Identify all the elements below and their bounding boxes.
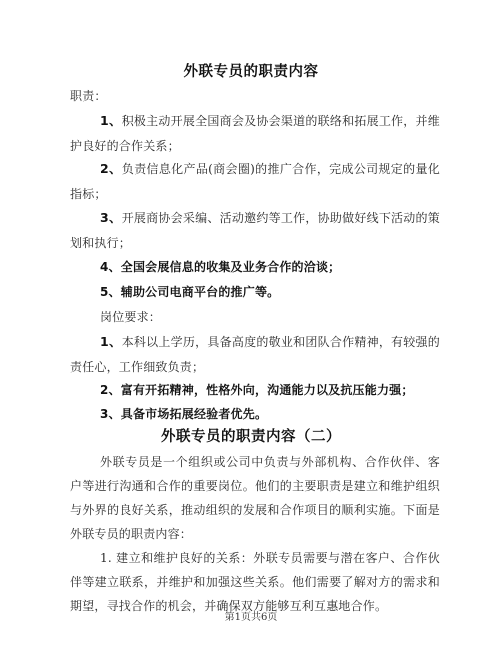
requirement-item-1 <box>70 329 440 380</box>
item-paragraph-1: 1. 建立和维护良好的关系：外联专员需要与潜在客户、合作伙伴等建立联系，并维护和加强这些关系。他们需要了解对方的需求和期望，寻找合作的机会，并确保双方能够互利互惠地合作。 <box>70 551 440 613</box>
duty-number: 1、 <box>100 113 122 128</box>
requirement-text: 本科以上学历，具备高度的敬业和团队合作精神，有较强的责任心，工作细致负责； <box>70 335 440 374</box>
section-title-2: 外联专员的职责内容（二） <box>161 429 341 445</box>
duty-text: 全国会展信息的收集及业务合作的洽谈； <box>120 260 341 274</box>
page-footer: 第1页共6页 <box>224 612 278 623</box>
duty-item-1 <box>70 108 440 159</box>
requirement-item-2 <box>70 378 440 402</box>
duty-number: 4、 <box>100 260 121 274</box>
document-title: 外联专员的职责内容 <box>183 64 319 80</box>
requirement-number: 3、 <box>100 407 121 421</box>
duty-item-5 <box>70 280 440 304</box>
requirement-text: 具备市场拓展经验者优先。 <box>120 407 268 421</box>
duty-item-2 <box>70 156 440 207</box>
requirement-number: 1、 <box>100 334 122 349</box>
duty-text: 开展商协会采编、活动邀约等工作，协助做好线下活动的策划和执行； <box>70 211 440 250</box>
requirement-number: 2、 <box>100 383 121 397</box>
requirement-text: 富有开拓精神，性格外向，沟通能力以及抗压能力强； <box>120 383 414 397</box>
duty-number: 5、 <box>100 285 121 299</box>
duty-item-3 <box>70 205 440 256</box>
duty-number: 2、 <box>100 161 122 176</box>
duty-text: 辅助公司电商平台的推广等。 <box>120 285 280 299</box>
intro-paragraph: 外联专员是一个组织或公司中负责与外部机构、合作伙伴、客户等进行沟通和合作的重要岗位。他们的主要职责是建立和维护组织与外界的良好关系，推动组织的发展和合作项目的顺利实施。下面是外联专员的职责内容： <box>70 455 440 541</box>
duty-text: 积极主动开展全国商会及协会渠道的联络和拓展工作，并维护良好的合作关系； <box>70 114 440 153</box>
duty-number: 3、 <box>100 210 122 225</box>
duties-label: 职责： <box>70 89 107 103</box>
requirements-label: 岗位要求： <box>100 310 162 324</box>
requirement-item-3 <box>70 402 440 426</box>
duty-text: 负责信息化产品(商会圈)的推广合作，完成公司规定的量化指标； <box>70 162 440 201</box>
duty-item-4 <box>70 255 440 279</box>
